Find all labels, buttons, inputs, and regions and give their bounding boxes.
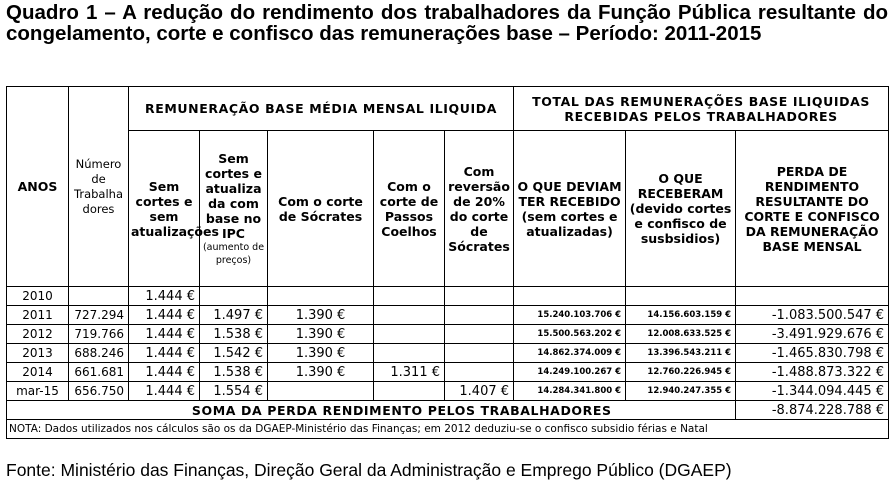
cell-passos xyxy=(374,344,445,363)
cell-perda: -1.465.830.798 € xyxy=(736,344,889,363)
table-row xyxy=(7,344,889,363)
cell-ano: 2014 xyxy=(7,363,69,382)
header-ipc: Sem cortes e atualiza da com base no IPC xyxy=(205,150,262,241)
cell-num xyxy=(69,287,129,306)
table-row xyxy=(7,382,889,401)
cell-num: 656.750 xyxy=(69,382,129,401)
cell-perda: -3.491.929.676 € xyxy=(736,325,889,344)
table-row xyxy=(7,287,889,306)
cell-perda: -1.083.500.547 € xyxy=(736,306,889,325)
cell-ano: 2013 xyxy=(7,344,69,363)
cell-sem: 1.444 € xyxy=(129,287,200,306)
cell-deviam xyxy=(514,287,626,306)
header-anos: ANOS xyxy=(7,87,69,287)
cell-reversao xyxy=(445,363,514,382)
note-row xyxy=(7,420,889,439)
cell-deviam: 14.284.341.800 € xyxy=(514,382,626,401)
cell-perda: -1.488.873.322 € xyxy=(736,363,889,382)
header-passos: Com o corte de Passos Coelhos xyxy=(374,131,445,287)
cell-ipc: 1.497 € xyxy=(200,306,268,325)
cell-ano: 2010 xyxy=(7,287,69,306)
cell-num: 661.681 xyxy=(69,363,129,382)
cell-perda xyxy=(736,287,889,306)
sum-value: -8.874.228.788 € xyxy=(736,401,889,420)
cell-receberam: 14.156.603.159 € xyxy=(626,306,736,325)
table-row xyxy=(7,306,889,325)
cell-sem: 1.444 € xyxy=(129,344,200,363)
cell-socrates xyxy=(268,382,374,401)
header-numero: Número de Trabalha dores xyxy=(69,87,129,287)
cell-deviam: 14.249.100.267 € xyxy=(514,363,626,382)
cell-passos xyxy=(374,306,445,325)
cell-socrates: 1.390 € xyxy=(268,325,374,344)
cell-sem: 1.444 € xyxy=(129,325,200,344)
cell-reversao: 1.407 € xyxy=(445,382,514,401)
source-line: Fonte: Ministério das Finanças, Direção Geral da Administração e Emprego Público (DGAEP) xyxy=(6,460,732,480)
sum-row xyxy=(7,401,889,420)
cell-receberam: 12.760.226.945 € xyxy=(626,363,736,382)
header-ipc-note: (aumento de preços) xyxy=(202,241,265,266)
table-note: NOTA: Dados utilizados nos cálculos são os da DGAEP-Ministério das Finanças; em 2012 deduziu-se o confisco subsidio férias e Natal xyxy=(7,420,889,439)
cell-reversao xyxy=(445,325,514,344)
cell-ano: 2012 xyxy=(7,325,69,344)
cell-passos: 1.311 € xyxy=(374,363,445,382)
header-group-total: TOTAL DAS REMUNERAÇÕES BASE ILIQUIDAS RECEBIDAS PELOS TRABALHADORES xyxy=(514,87,889,131)
sum-label: SOMA DA PERDA RENDIMENTO PELOS TRABALHADORES xyxy=(69,401,736,420)
cell-ipc: 1.538 € xyxy=(200,363,268,382)
cell-num: 688.246 xyxy=(69,344,129,363)
header-receberam: O QUE RECEBERAM (devido cortes e confisco de susbsidios) xyxy=(626,131,736,287)
cell-ano: 2011 xyxy=(7,306,69,325)
cell-deviam: 15.240.103.706 € xyxy=(514,306,626,325)
cell-receberam: 12.008.633.525 € xyxy=(626,325,736,344)
header-sem-cortes: Sem cortes e sem atualizações xyxy=(129,131,200,287)
sum-spacer xyxy=(7,401,69,420)
cell-ipc xyxy=(200,287,268,306)
cell-socrates: 1.390 € xyxy=(268,344,374,363)
header-socrates: Com o corte de Sócrates xyxy=(268,131,374,287)
table-title: Quadro 1 – A redução do rendimento dos trabalhadores da Função Pública resultante do congelamento, corte e confisco das remunerações base – Período: 2011-2015 xyxy=(6,1,888,45)
header-deviam: O QUE DEVIAM TER RECEBIDO (sem cortes e atualizadas) xyxy=(514,131,626,287)
cell-ano: mar-15 xyxy=(7,382,69,401)
cell-socrates: 1.390 € xyxy=(268,363,374,382)
cell-socrates xyxy=(268,287,374,306)
data-table xyxy=(6,86,889,439)
cell-passos xyxy=(374,287,445,306)
header-group-media: REMUNERAÇÃO BASE MÉDIA MENSAL ILIQUIDA xyxy=(129,87,514,131)
cell-receberam: 12.940.247.355 € xyxy=(626,382,736,401)
cell-receberam xyxy=(626,287,736,306)
header-ipc-cell xyxy=(200,131,268,287)
cell-passos xyxy=(374,325,445,344)
cell-passos xyxy=(374,382,445,401)
header-perda: PERDA DE RENDIMENTO RESULTANTE DO CORTE E CONFISCO DA REMUNERAÇÃO BASE MENSAL xyxy=(736,131,889,287)
cell-num: 719.766 xyxy=(69,325,129,344)
cell-num: 727.294 xyxy=(69,306,129,325)
cell-ipc: 1.554 € xyxy=(200,382,268,401)
cell-socrates: 1.390 € xyxy=(268,306,374,325)
cell-reversao xyxy=(445,344,514,363)
header-reversao: Com reversão de 20% do corte de Sócrates xyxy=(445,131,514,287)
cell-reversao xyxy=(445,287,514,306)
cell-ipc: 1.538 € xyxy=(200,325,268,344)
cell-reversao xyxy=(445,306,514,325)
cell-ipc: 1.542 € xyxy=(200,344,268,363)
cell-sem: 1.444 € xyxy=(129,363,200,382)
table-row xyxy=(7,325,889,344)
table-row xyxy=(7,363,889,382)
cell-receberam: 13.396.543.211 € xyxy=(626,344,736,363)
cell-perda: -1.344.094.445 € xyxy=(736,382,889,401)
cell-deviam: 14.862.374.009 € xyxy=(514,344,626,363)
cell-sem: 1.444 € xyxy=(129,306,200,325)
cell-sem: 1.444 € xyxy=(129,382,200,401)
cell-deviam: 15.500.563.202 € xyxy=(514,325,626,344)
